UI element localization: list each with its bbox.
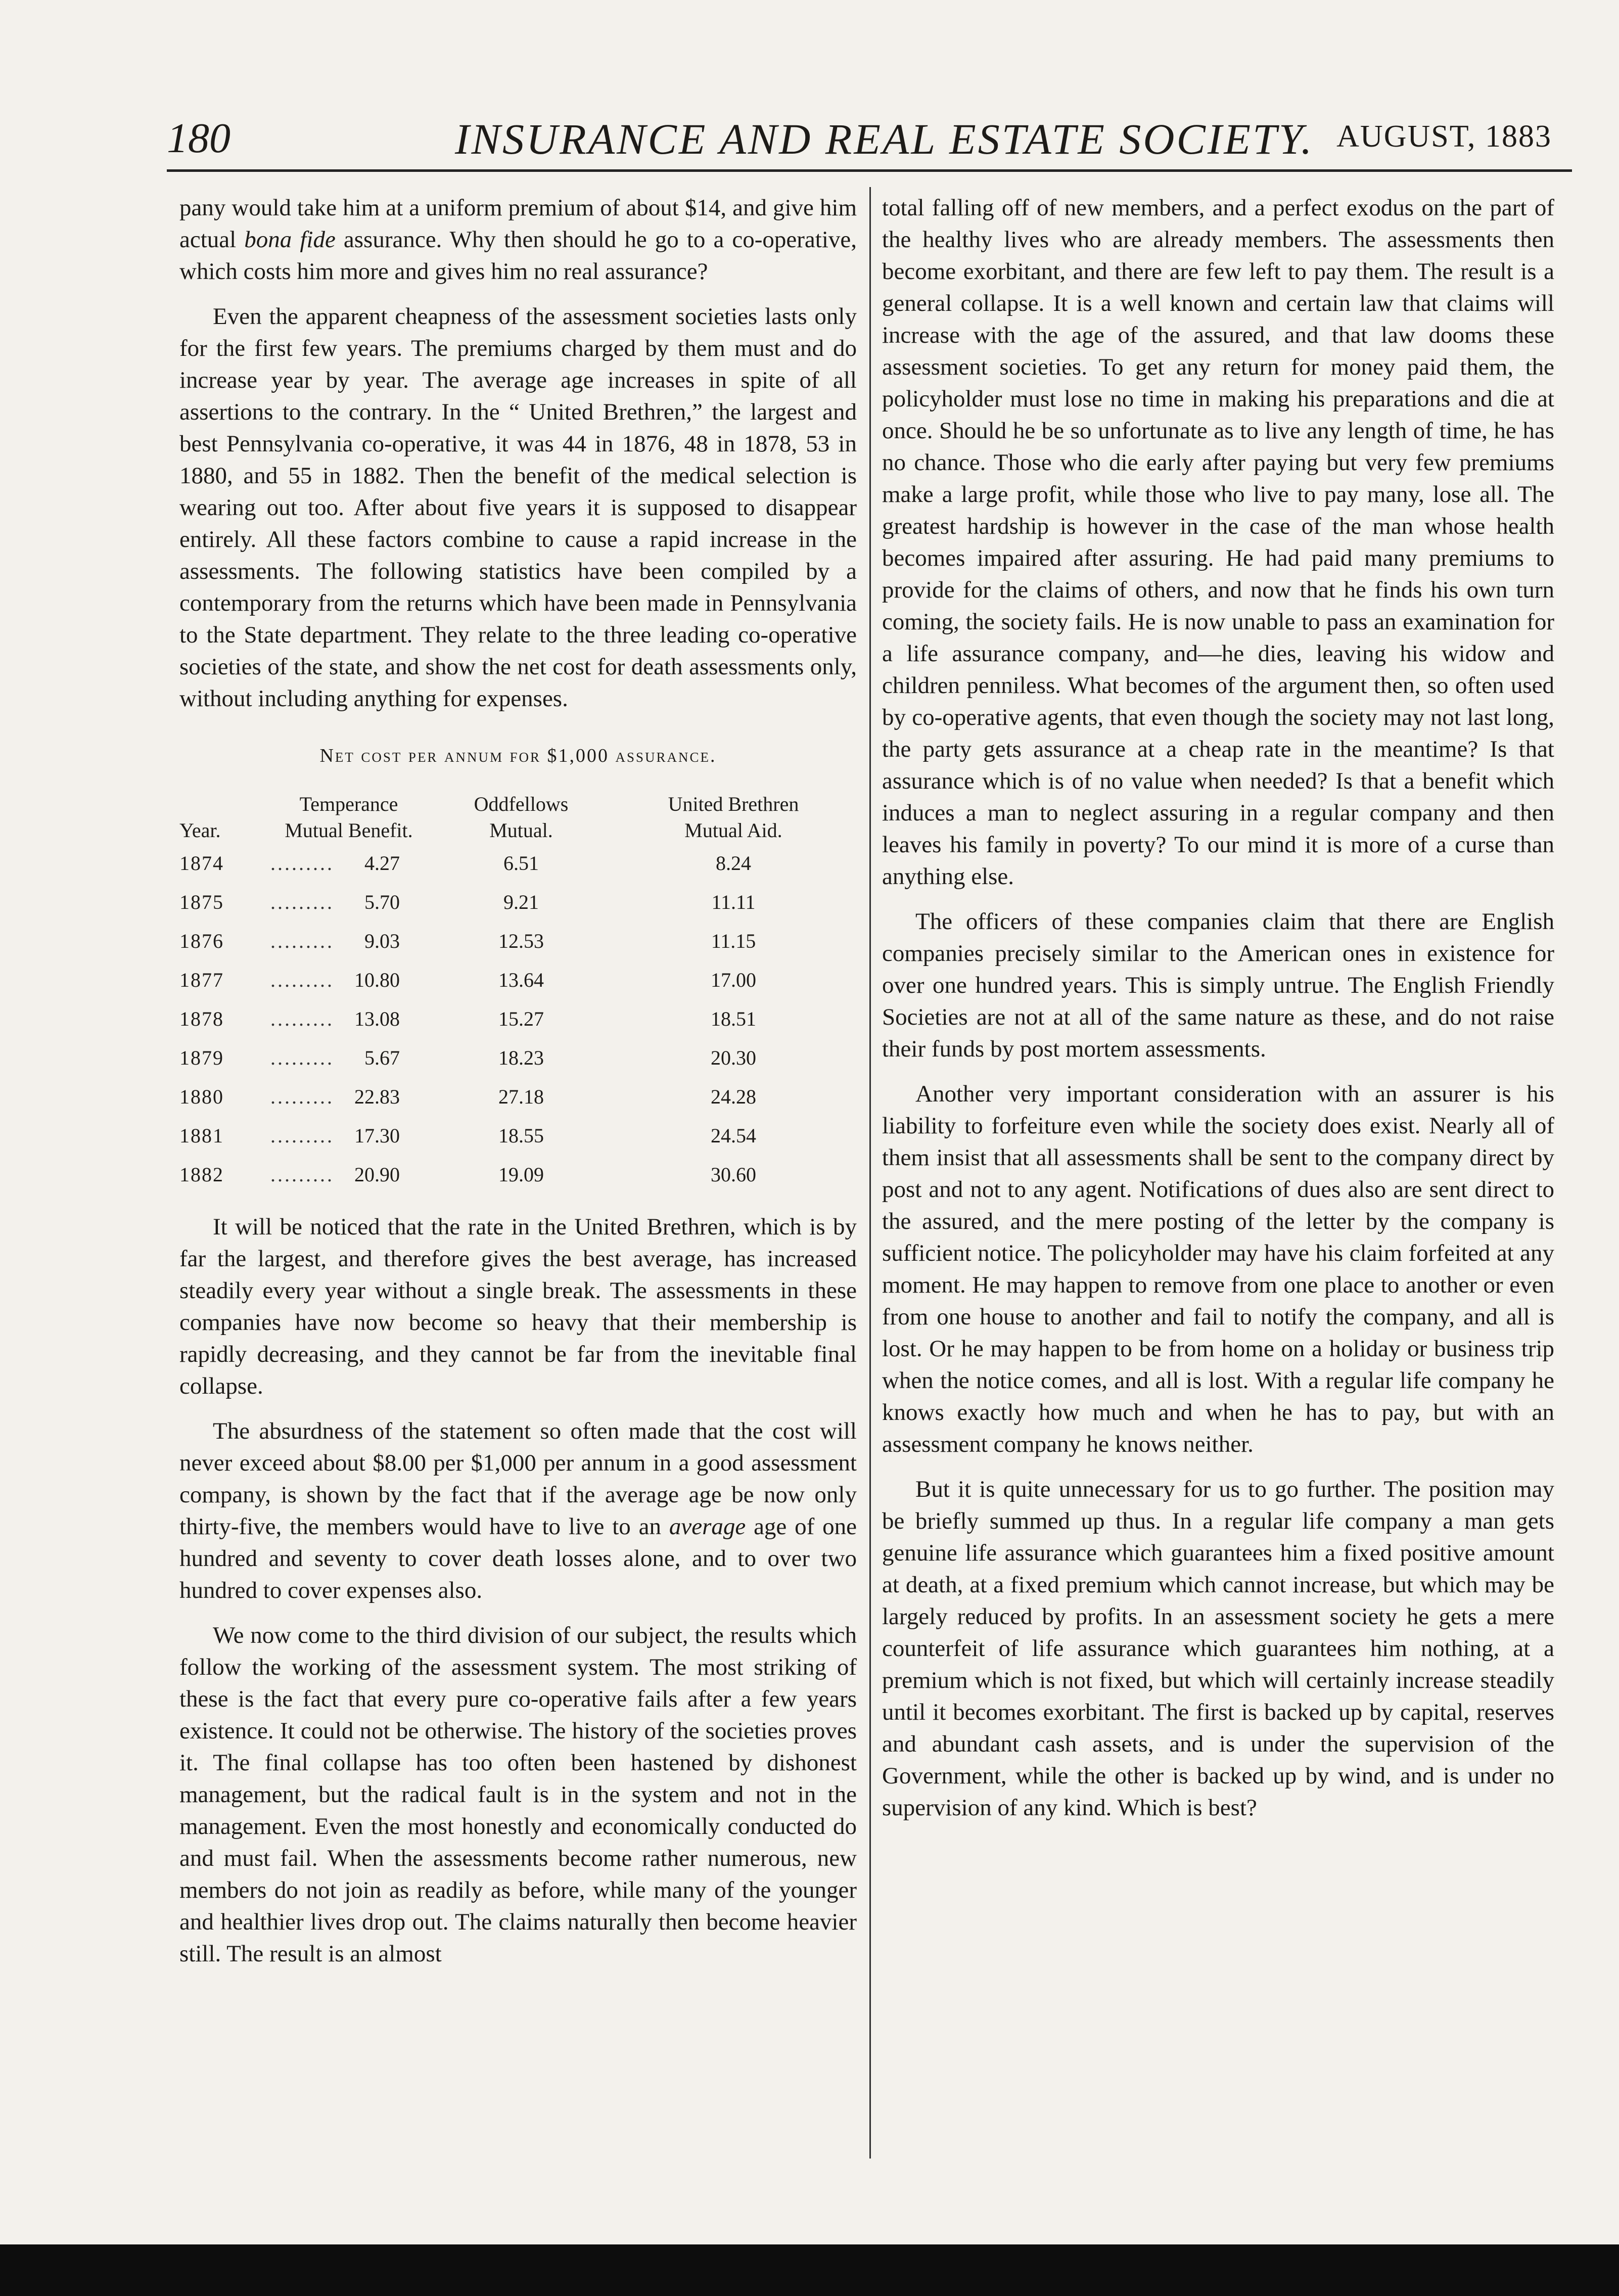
paragraph: total falling off of new members, and a perfect exodus on the part of the healthy lives who are already members. The assessments then become exorbitant, and there are few left to pay them. The result is a general collapse. It is a well known and certain law that claims will increase with the age of the assured, and that law dooms these assessment societies. To get any return for money paid them, the policyholder must lose no time in making his preparations and die at once. Should he be so unfortunate as to live any length of time, he has no chance. Those who die early after paying but very few premiums make a large profit, while those who live to pay many, lose all. The greatest hardship is however in the case of the man whose health becomes impaired after assuring. He had paid many premiums to provide for the claims of others, and now that he finds his own turn coming, the society fails. He is now unable to pass an examination for a life assurance company, and—he dies, leaving his widow and children penniless. What becomes of the argument then, so often used by co-operative agents, that even though the society may not last long, the party gets assurance at a cheap rate in the meantime? Is that assurance which is of no value when needed? Is that a benefit which induces a man to neglect assuring in a regular company and then leaves his family in poverty? To our mind it is more of a curse than anything else.: [882, 195, 1554, 890]
table-row: [179, 960, 857, 999]
paragraph: Even the apparent cheapness of the assessment societies lasts only for the first few years. The premiums charged by them must and do increase year by year. The average age increases in spite of all assertions to the contrary. In the “ United Brethren,” the largest and best Pennsylvania co-operative, it was 44 in 1876, 48 in 1878, 53 in 1880, and 55 in 1882. Then the benefit of the medical selection is wearing out too. After about five years it is supposed to disappear entirely. All these factors combine to cause a rapid increase in the assessments. The following statistics have been compiled by a contemporary from the returns which have been made in Pennsylvania to the State department. They relate to the three leading co-operative societies of the state, and show the net cost for death assessments only, without including anything for expenses.: [179, 303, 857, 712]
table-row: [179, 1155, 857, 1194]
brethren-cell: 18.51: [710, 1007, 756, 1030]
right-column: [882, 192, 1554, 1837]
temperance-cell: ......... 4.27: [270, 852, 400, 875]
year-cell: 1874: [179, 852, 224, 875]
temperance-cell: ......... 17.30: [270, 1124, 400, 1147]
oddfellows-cell: 18.23: [498, 1046, 544, 1069]
year-cell: 1876: [179, 930, 224, 952]
brethren-cell: 24.28: [710, 1085, 756, 1108]
table-body: [179, 844, 857, 1194]
column-header-brethren: United Brethren: [668, 793, 799, 815]
brethren-cell: 17.00: [710, 969, 756, 991]
paragraph: But it is quite unnecessary for us to go further. The position may be briefly summed up thus. In a regular life company a man gets genuine life assurance which guarantees him a fixed positive amount at death, at a fixed premium which cannot increase, but which may be largely reduced by profits. In an assessment society he gets a mere counterfeit of life assurance which guarantees him nothing, at a premium which is not fixed, but which will certainly increase steadily until it becomes exorbitant. The first is backed up by capital, reserves and abundant cash assets, and is under the supervision of the Government, while the other is backed up by wind, and is under no supervision of any kind. Which is best?: [882, 1476, 1554, 1821]
year-cell: 1878: [179, 1007, 224, 1030]
brethren-cell: 11.15: [711, 930, 756, 952]
paragraph: We now come to the third division of our subject, the results which follow the working of the assessment system. The most striking of these is the fact that every pure co-operative fails after a few years existence. It could not be otherwise. The history of the societies proves it. The final collapse has too often been hastened by dishonest management, but the radical fault is in the system and not in the management. Even the most honestly and economically conducted do and must fail. When the assessments become rather numerous, new members do not join as readily as before, while many of the younger and healthier lives drop out. The claims naturally then become heavier still. The result is an almost: [179, 1622, 857, 1967]
table-title: Net cost per annum for $1,000 assurance.: [319, 745, 717, 766]
temperance-cell: ......... 9.03: [270, 930, 400, 952]
oddfellows-cell: 15.27: [498, 1007, 544, 1030]
brethren-cell: 20.30: [710, 1046, 756, 1069]
column-header-year: Year.: [179, 819, 221, 842]
paragraph: It will be noticed that the rate in the United Brethren, which is by far the largest, and therefore gives the best average, has increased steadily every year without a single break. The assessments in these companies have now become so heavy that their membership is rapidly decreasing, and they cannot be far from the inevitable final collapse.: [179, 1214, 857, 1399]
oddfellows-cell: 18.55: [498, 1124, 544, 1147]
assessment-cost-table: [179, 740, 857, 1194]
oddfellows-cell: 12.53: [498, 930, 544, 952]
table-row: [179, 922, 857, 960]
column-header-oddfellows-sub: Mutual.: [489, 819, 553, 842]
page-number: 180: [167, 115, 230, 162]
temperance-cell: ......... 13.08: [270, 1007, 400, 1030]
table-row: [179, 1077, 857, 1116]
year-cell: 1875: [179, 891, 224, 913]
oddfellows-cell: 9.21: [503, 891, 539, 913]
year-cell: 1882: [179, 1163, 224, 1186]
journal-title: INSURANCE AND REAL ESTATE SOCIETY.: [455, 115, 1314, 163]
table-row: [179, 1038, 857, 1077]
paragraph: pany would take him at a uniform premium of about $14, and give him actual bona fide assurance. Why then should he go to a co-operative, which costs him more and gives him no real assurance?: [179, 195, 857, 285]
page-header: [167, 104, 1572, 172]
table-row: [179, 844, 857, 883]
temperance-cell: ......... 5.70: [270, 891, 400, 913]
paragraph: The officers of these companies claim that there are English companies precisely similar to the American ones in existence for over one hundred years. This is simply untrue. The English Friendly Societies are not at all of the same nature as these, and do not raise their funds by post mortem assessments.: [882, 908, 1554, 1062]
oddfellows-cell: 6.51: [503, 852, 539, 875]
year-cell: 1881: [179, 1124, 224, 1147]
year-cell: 1880: [179, 1085, 224, 1108]
year-cell: 1879: [179, 1046, 224, 1069]
year-cell: 1877: [179, 969, 224, 991]
brethren-cell: 8.24: [715, 852, 751, 875]
left-column: [179, 192, 857, 1983]
table-row: [179, 883, 857, 922]
brethren-cell: 24.54: [710, 1124, 756, 1147]
table-row: [179, 1116, 857, 1155]
column-header-temperance: Temperance: [299, 793, 398, 815]
column-header-year: [179, 791, 265, 817]
issue-date: AUGUST, 1883: [1336, 119, 1552, 154]
temperance-cell: ......... 5.67: [270, 1046, 400, 1069]
temperance-cell: ......... 20.90: [270, 1163, 400, 1186]
temperance-cell: ......... 22.83: [270, 1085, 400, 1108]
brethren-cell: 11.11: [711, 891, 756, 913]
column-header-temperance-sub: Mutual Benefit.: [285, 819, 413, 842]
cost-table: [179, 791, 857, 1194]
oddfellows-cell: 19.09: [498, 1163, 544, 1186]
paragraph: The absurdness of the statement so often made that the cost will never exceed about $8.00 per $1,000 per annum in a good assessment company, is shown by the fact that if the average age be now only thirty-five, the members would have to live to an average age of one hundred and seventy to cover death losses alone, and to over two hundred to cover expenses also.: [179, 1418, 857, 1603]
column-divider: [869, 187, 871, 2159]
brethren-cell: 30.60: [710, 1163, 756, 1186]
table-row: [179, 999, 857, 1038]
oddfellows-cell: 27.18: [498, 1085, 544, 1108]
scan-bottom-edge: [0, 2244, 1619, 2296]
oddfellows-cell: 13.64: [498, 969, 544, 991]
paragraph: Another very important consideration with an assurer is his liability to forfeiture even while the society does exist. Nearly all of them insist that all assessments shall be sent to the company direct by post and not to any agent. Notifications of dues also are sent direct to the assured, and the mere posting of the letter by the company is sufficient notice. The policyholder may have his claim forfeited at any moment. He may happen to remove from one place to another or even from one house to another and fail to notify the company, and all is lost. Or he may happen to be from home on a holiday or business trip when the notice comes, and all is lost. With a regular life company he knows exactly how much and when he has to pay, but with an assessment company he knows neither.: [882, 1081, 1554, 1457]
column-header-oddfellows: Oddfellows: [474, 793, 569, 815]
temperance-cell: ......... 10.80: [270, 969, 400, 991]
column-header-brethren-sub: Mutual Aid.: [684, 819, 782, 842]
